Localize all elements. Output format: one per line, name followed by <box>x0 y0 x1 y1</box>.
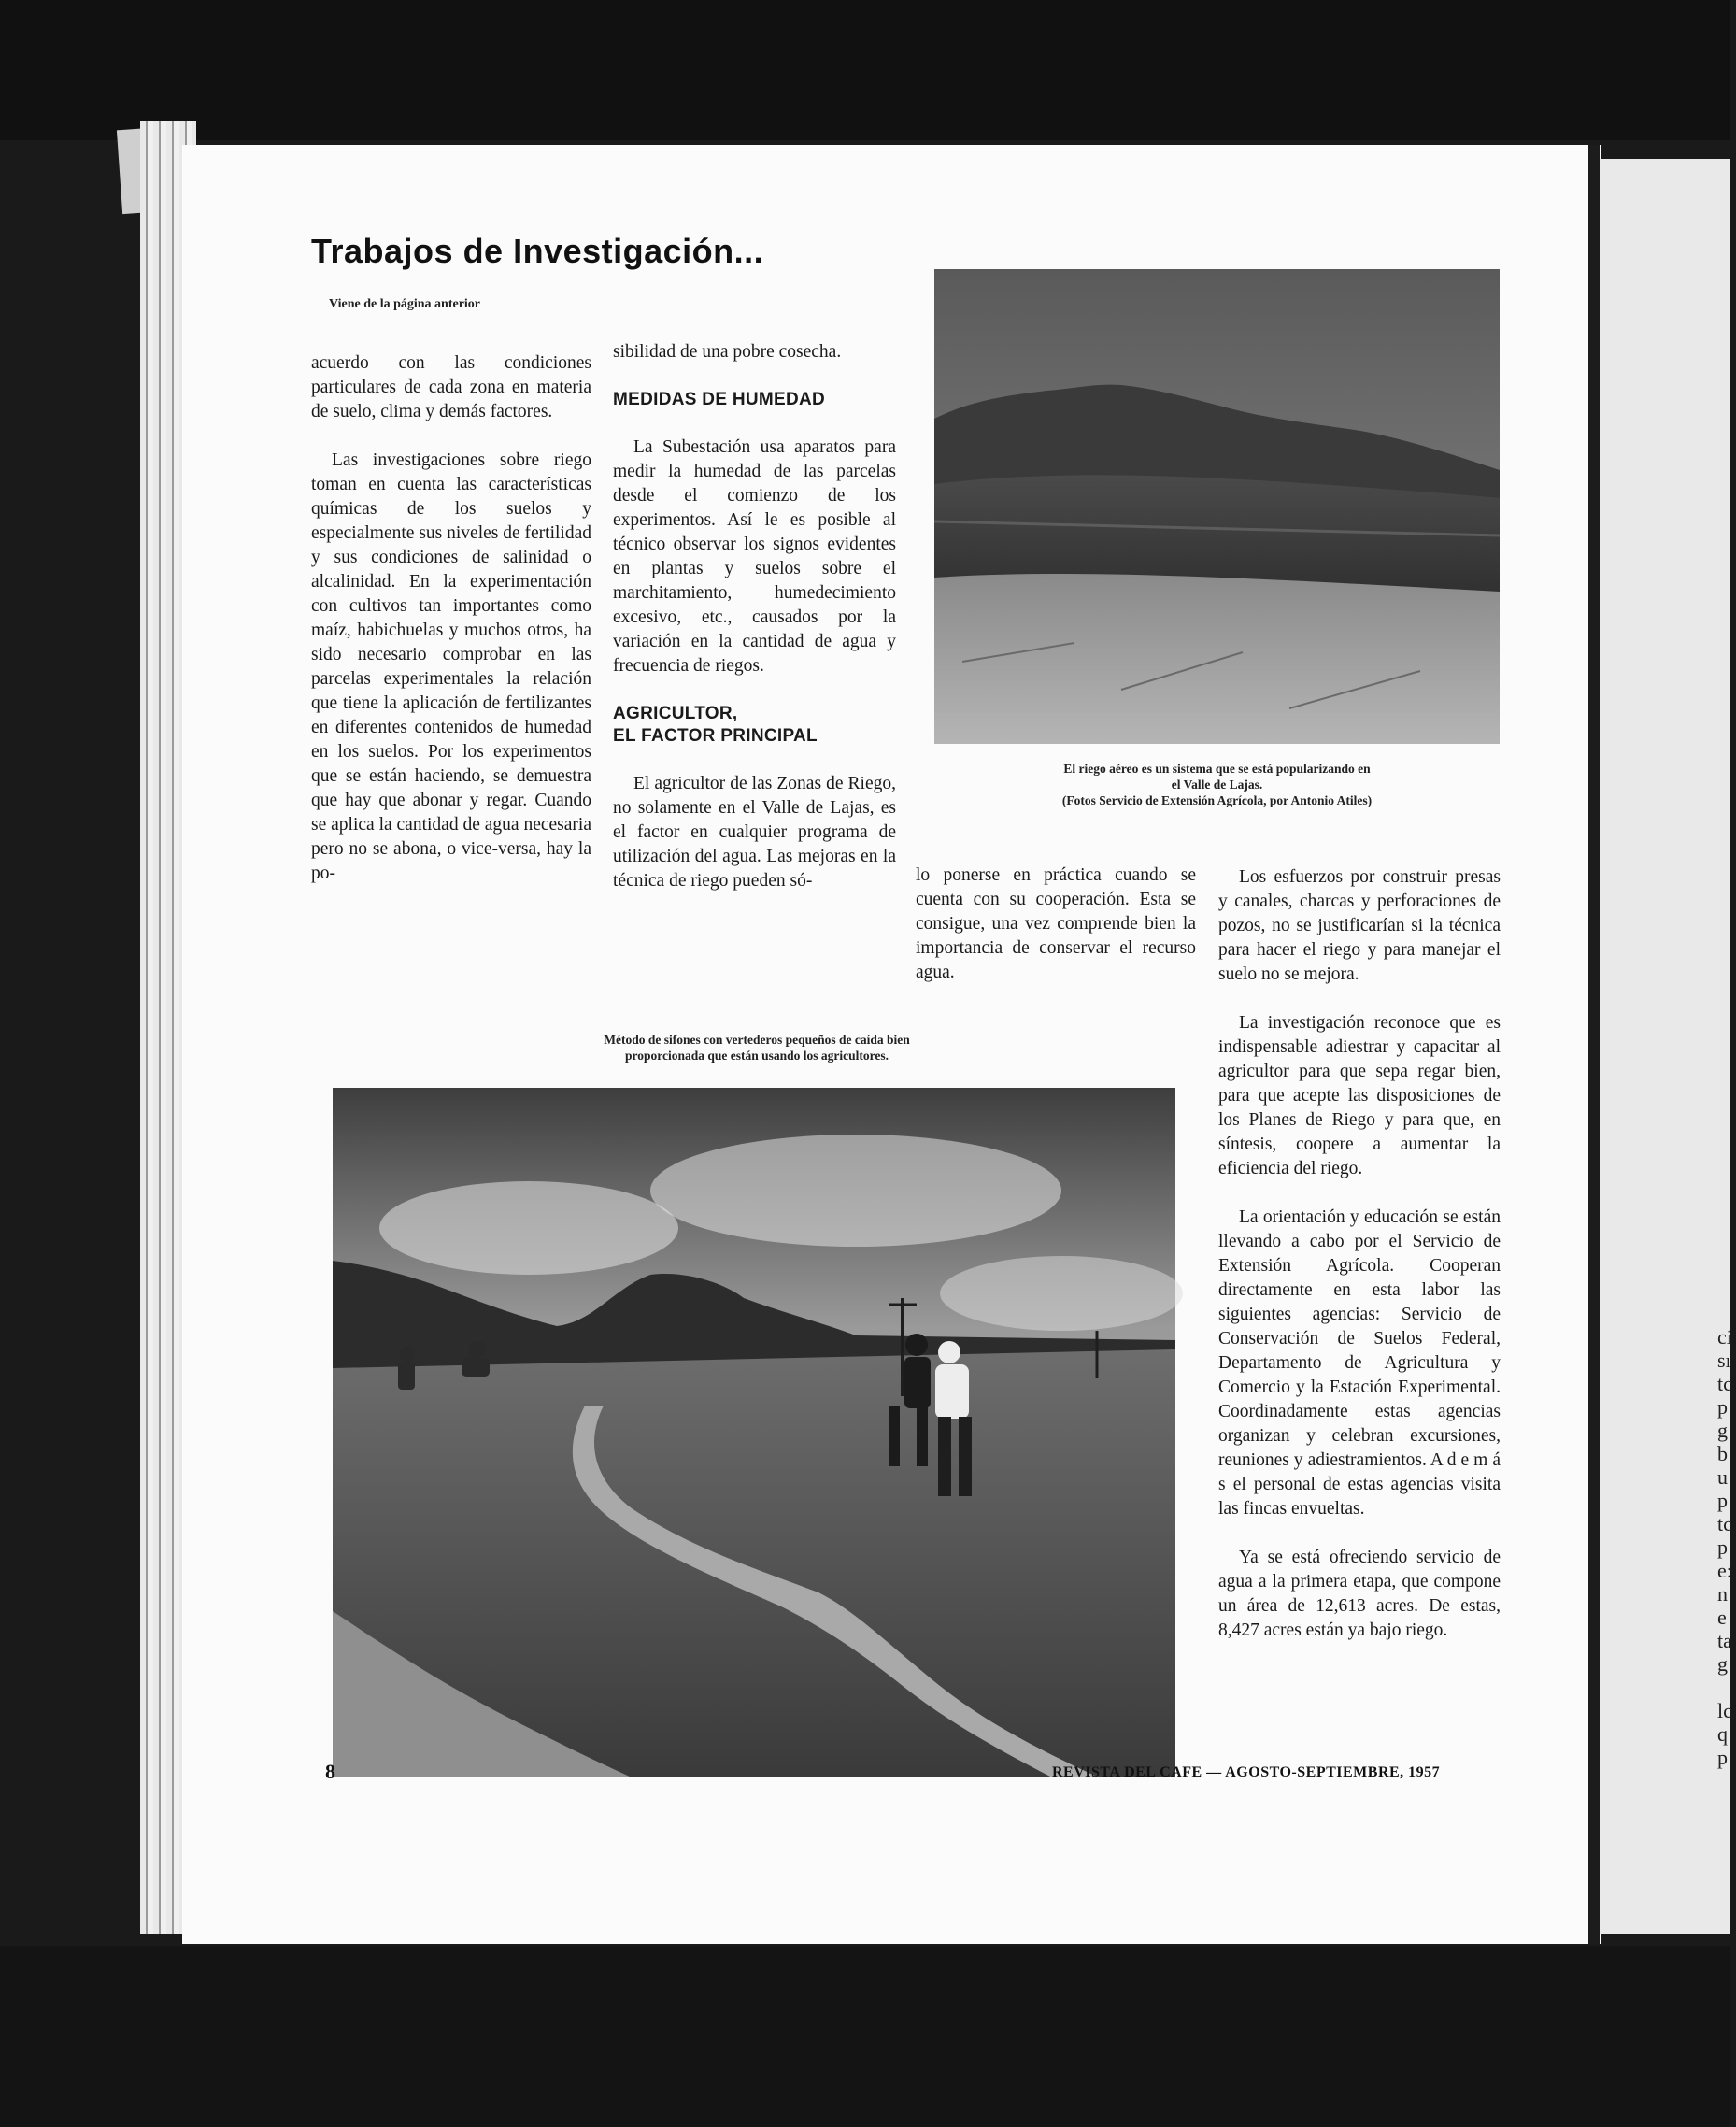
paragraph: El agricultor de las Zonas de Riego, no solamente en el Valle de Lajas, es el factor en cualquier programa de utilización del agua. Las mejoras en la técnica de riego pueden só- <box>613 774 896 891</box>
heading-line: AGRICULTOR, <box>613 704 738 723</box>
spine-gutter <box>1588 145 1600 1944</box>
paragraph: lo ponerse en práctica cuando se cuenta con su cooperación. Esta se consigue, una vez comprende bien la importancia de conservar el recurso agua. <box>916 865 1196 982</box>
text-column-right-small <box>916 864 1196 1009</box>
adjacent-page-letter: g <box>1717 1652 1728 1676</box>
adjacent-page-letter: ci <box>1717 1325 1732 1349</box>
caption-line: El riego aéreo es un sistema que se está popularizando en <box>1063 762 1371 776</box>
page-number: 8 <box>325 1760 335 1783</box>
photo-caption-bottom <box>486 1032 1028 1064</box>
paragraph: La orientación y educación se están llevando a cabo por el Servicio de Extensión Agrícola. Cooperan directamente en esta labor las siguientes agencias: Servicio de Conservación de Suelos Federal, Departamento de Agricultura y Comercio y la Estación Experimental. Coordinadamente estas agencias organizan y celebran excursiones, reuniones y adiestramientos. A d e m á s el personal de estas agencias visita las fincas envueltas. <box>1218 1207 1501 1519</box>
adjacent-page-letter: q <box>1717 1722 1728 1746</box>
adjacent-page-letter: u <box>1717 1465 1728 1489</box>
photo-caption-top <box>944 761 1490 808</box>
photo-aerial-irrigation <box>934 269 1500 744</box>
caption-line: Método de sifones con vertederos pequeños de caída bien <box>604 1033 910 1047</box>
paragraph: Los esfuerzos por construir presas y canales, charcas y perforaciones de pozos, no se justificarían si la técnica para hacer el riego y para manejar el suelo no se mejora. <box>1218 867 1501 984</box>
scan-background-bottom <box>0 1946 1730 2127</box>
paragraph: La Subestación usa aparatos para medir la humedad de las parcelas desde el comienzo de los experimentos. Así le es posible al técnico observar los signos evidentes en plantas y suelos sobre el marchitamiento, humedecimiento excesivo, etc., causados por la variación en la cantidad de agua y frecuencia de riegos. <box>613 437 896 676</box>
adjacent-page-letter: e <box>1717 1606 1727 1629</box>
text-column-right <box>1218 865 1501 1667</box>
heading-line: EL FACTOR PRINCIPAL <box>613 726 818 746</box>
adjacent-page-letter: lc <box>1717 1699 1732 1722</box>
section-heading: MEDIDAS DE HUMEDAD <box>613 390 826 409</box>
publication-footer: REVISTA DEL CAFE — AGOSTO-SEPTIEMBRE, 1957 <box>1052 1764 1441 1780</box>
adjacent-page-letter: p <box>1717 1535 1728 1559</box>
photo-credit: (Fotos Servicio de Extensión Agrícola, por Antonio Atiles) <box>1061 793 1373 807</box>
paragraph: La investigación reconoce que es indispensable adiestrar y capacitar al agricultor para que sepa regar bien, para que acepte las disposiciones de los Planes de Riego y para que, en síntesis, coopere a aumentar la eficiencia del riego. <box>1218 1013 1501 1178</box>
adjacent-page-letter: ta <box>1717 1629 1732 1652</box>
paragraph: acuerdo con las condiciones particulares de cada zona en materia de suelo, clima y demás factores. <box>311 353 591 421</box>
paragraph: sibilidad de una pobre cosecha. <box>613 342 842 362</box>
scan-background-top <box>0 0 1730 140</box>
caption-line: proporcionada que están usando los agricultores. <box>624 1049 889 1063</box>
article-title: Trabajos de Investigación... <box>311 232 764 270</box>
adjacent-page-letter: p <box>1717 1746 1728 1769</box>
adjacent-page-letter: g <box>1717 1419 1728 1442</box>
text-column-middle <box>613 340 896 918</box>
adjacent-page-text-fragment <box>1717 1325 1736 1769</box>
adjacent-page-letter: n <box>1717 1582 1728 1606</box>
caption-line: el Valle de Lajas. <box>1171 778 1263 792</box>
adjacent-page-letter: sı <box>1717 1349 1731 1372</box>
text-column-left <box>311 351 591 910</box>
paragraph: Las investigaciones sobre riego toman en cuenta las características químicas de los suelos y especialmente sus niveles de fertilidad y sus condiciones de salinidad o alcalinidad. En la experimentación con cultivos tan importantes como maíz, habichuelas y muchos otros, ha sido necesario comprobar en las parcelas experimentales la relación que tiene la aplicación de fertilizantes en diferentes contenidos de humedad en los suelos. Por los experimentos que se están haciendo, se demuestra que hay que abonar y regar. Cuando se aplica la cantidad de agua necesaria pero no se abona, o vice-versa, hay la po- <box>311 450 591 883</box>
adjacent-page-letter: tc <box>1717 1372 1732 1395</box>
adjacent-page-letter: e: <box>1717 1559 1732 1582</box>
paragraph: Ya se está ofreciendo servicio de agua a la primera etapa, que compone un área de 12,613 acres. De estas, 8,427 acres están ya bajo riego. <box>1218 1548 1501 1640</box>
adjacent-page-letter: p <box>1717 1395 1728 1419</box>
continued-from-note: Viene de la página anterior <box>329 297 481 311</box>
adjacent-page-letter <box>1717 1676 1736 1699</box>
adjacent-page-letter: p <box>1717 1489 1728 1512</box>
section-heading <box>613 703 896 748</box>
photo-siphon-method <box>333 1088 1175 1777</box>
adjacent-page <box>1600 159 1730 1934</box>
adjacent-page-letter: tc <box>1717 1512 1732 1535</box>
adjacent-page-letter: b <box>1717 1442 1728 1465</box>
